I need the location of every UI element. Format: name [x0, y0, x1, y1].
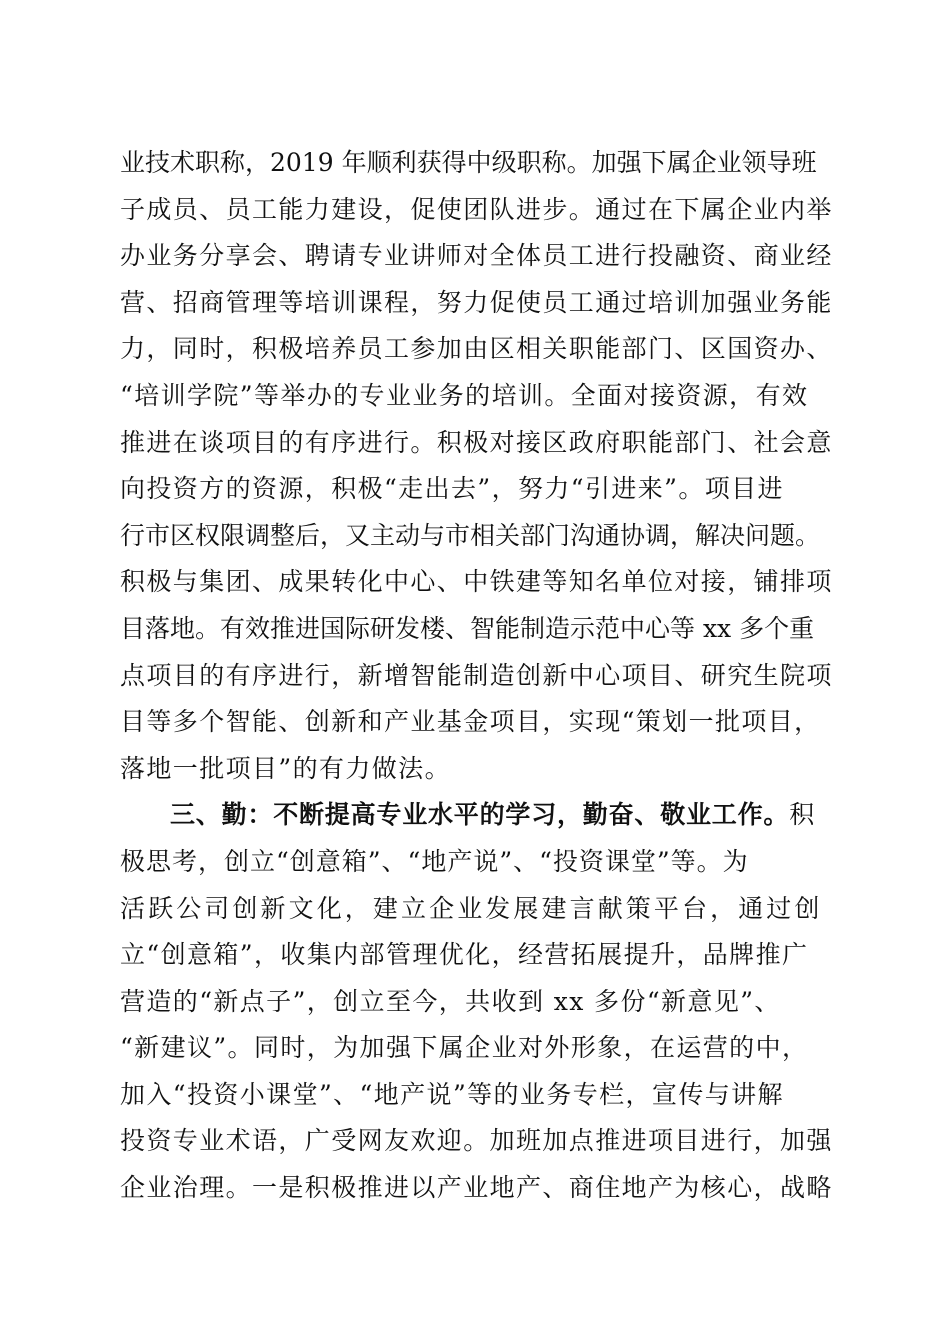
text-line: 加入“投资小课堂”、“地产说”等的业务专栏，宣传与讲解: [120, 1079, 784, 1109]
text-line: 推进在谈项目的有序进行。积极对接区政府职能部门、社会意: [120, 427, 833, 457]
text-line: 极思考，创立“创意箱”、“地产说”、“投资课堂”等。为: [120, 846, 749, 876]
text-line: “培训学院”等举办的专业业务的培训。全面对接资源，有效: [120, 380, 809, 410]
body-text: [120, 140, 840, 1212]
heading-line-continuation: 积: [789, 800, 816, 830]
text-line: 企业治理。一是积极推进以产业地产、商住地产为核心，战略: [120, 1173, 833, 1203]
text-line: 落地一批项目”的有力做法。: [120, 753, 451, 783]
text-line: “新建议”。同时，为加强下属企业对外形象，在运营的中，: [120, 1033, 809, 1063]
text-line: 向投资方的资源，积极“走出去”，努力“引进来”。项目进: [120, 474, 784, 504]
text-line: 营、招商管理等培训课程，努力促使员工通过培训加强业务能: [120, 287, 833, 317]
text-line: 子成员、员工能力建设，促使团队进步。通过在下属企业内举: [120, 194, 833, 224]
text-line: 点项目的有序进行，新增智能制造创新中心项目、研究生院项: [120, 660, 833, 690]
text-line: 活跃公司创新文化，建立企业发展建言献策平台，通过创: [120, 893, 823, 923]
text-line: 积极与集团、成果转化中心、中铁建等知名单位对接，铺排项: [120, 567, 833, 597]
text-line: 办业务分享会、聘请专业讲师对全体员工进行投融资、商业经: [120, 241, 833, 271]
section-heading: 三、勤：不断提高专业水平的学习，勤奋、敬业工作。: [170, 800, 790, 830]
text-line: 目等多个智能、创新和产业基金项目，实现“策划一批项目，: [120, 707, 821, 737]
text-line: 目落地。有效推进国际研发楼、智能制造示范中心等 xx 多个重: [120, 613, 815, 643]
text-line: 业技术职称，2019 年顺利获得中级职称。加强下属企业领导班: [120, 148, 817, 177]
section-heading-line: [120, 792, 840, 839]
text-line: 立“创意箱”，收集内部管理优化，经营拓展提升，品牌推广: [120, 940, 809, 970]
text-line: 投资专业术语，广受网友欢迎。加班加点推进项目进行，加强: [120, 1126, 833, 1156]
text-line: 力，同时，积极培养员工参加由区相关职能部门、区国资办、: [120, 334, 833, 364]
text-line: 营造的“新点子”，创立至今，共收到 xx 多份“新意见”、: [120, 986, 781, 1016]
text-line: 行市区权限调整后，又主动与市相关部门沟通协调，解决问题。: [120, 520, 821, 550]
